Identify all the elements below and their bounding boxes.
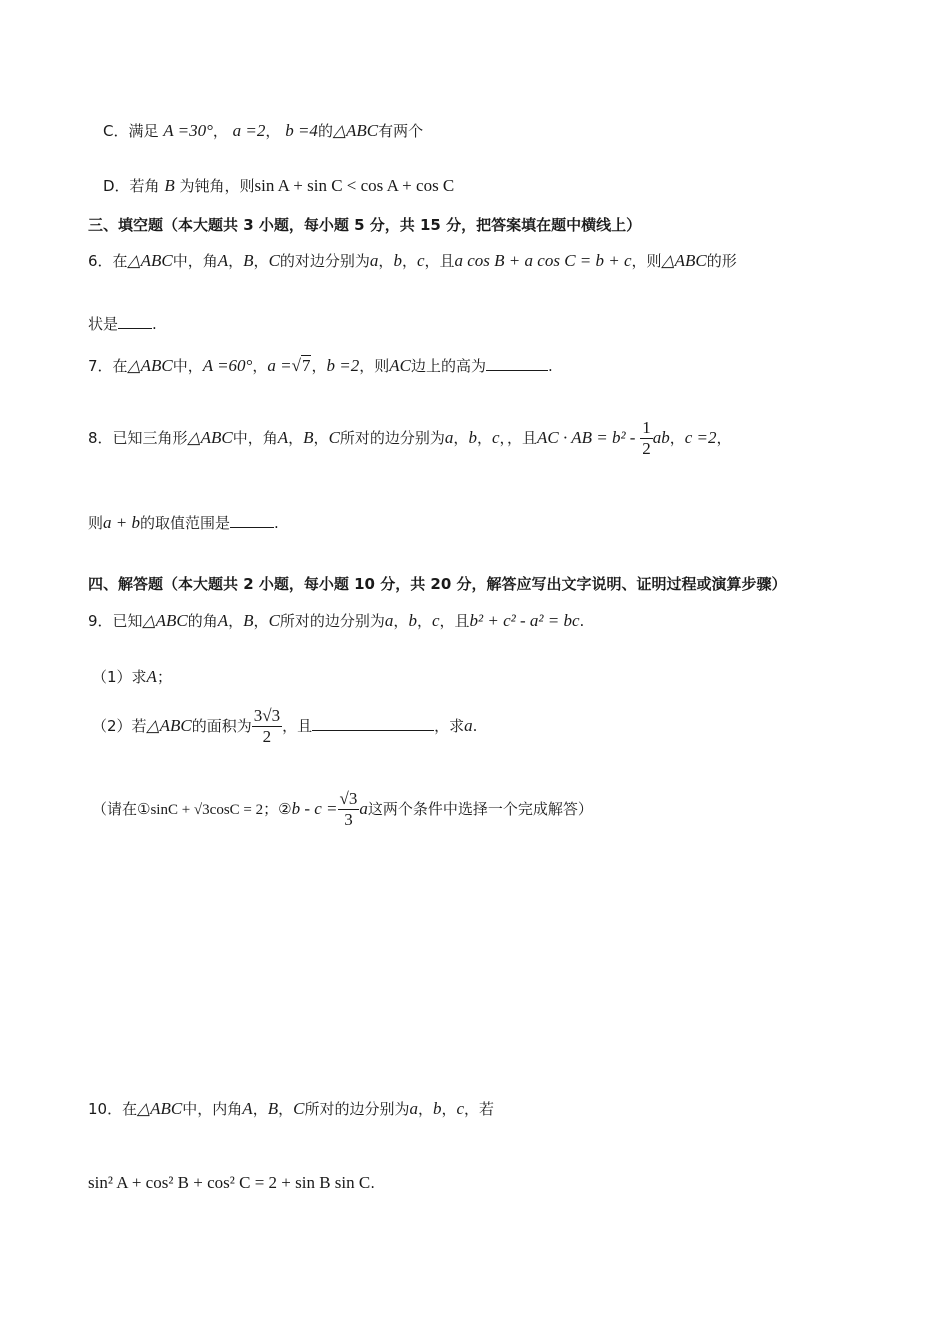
question-9-part2: （2）若△ABC的面积为 $\frac{3√3}{2}$ ，且 ，求a. [92, 706, 478, 746]
section-3-title: 三、填空题（本大题共 3 小题，每小题 5 分，共 15 分，把答案填在题中横线上） [88, 216, 642, 234]
option-c-eq2: a =2 [232, 121, 266, 140]
question-6: 6．在△ABC中，角A，B，C的对边分别为a，b，c，且a cos B + a cos C = b + c，则△ABC的形 [88, 251, 737, 270]
question-6-line2: 状是 . [88, 315, 157, 333]
option-d: D．若角 B 为钝角，则sin A + sin C < cos A + cos C [103, 176, 455, 195]
question-9-hint: （请在①sinC + √3cosC = 2；②b - c = $\frac{√3}{3}$ a这两个条件中选择一个完成解答） [92, 789, 593, 829]
option-c-eq1: A =30° [163, 121, 213, 140]
question-7: 7．在△ABC中，A =60°，a =√7，b =2，则AC边上的高为 . [88, 356, 553, 375]
question-9-part1: （1）求A； [92, 667, 172, 686]
option-c-label: C．满足 [103, 122, 159, 140]
question-8-line2: 则a + b的取值范围是 . [88, 513, 279, 532]
question-10-expr: sin² A + cos² B + cos² C = 2 + sin B sin C [88, 1173, 371, 1192]
question-6-expr: a cos B + a cos C = b + c [454, 251, 632, 270]
option-c: C．满足 A =30°， a =2， b =4的△ABC有两个 [103, 121, 424, 140]
fraction-area: $\frac{3√3}{2}$ [253, 706, 281, 746]
question-9: 9．已知△ABC的角A，B，C所对的边分别为a，b，c，且b² + c² - a² = bc. [88, 611, 585, 630]
condition-blank[interactable] [312, 716, 434, 731]
answer-blank-6[interactable] [118, 314, 152, 329]
answer-blank-7[interactable] [486, 356, 548, 371]
question-8-expr: AC · AB = b² - [537, 428, 636, 447]
section-4-title: 四、解答题（本大题共 2 小题，每小题 10 分，共 20 分，解答应写出文字说明、证明过程或演算步骤） [88, 575, 787, 593]
question-9-expr: b² + c² - a² = bc [469, 611, 580, 630]
option-c-eq3: b =4 [285, 121, 318, 140]
fraction-one-half: $\frac{1}{2}$ [642, 418, 651, 458]
fraction-sqrt3-over-3: $\frac{√3}{3}$ [339, 789, 358, 829]
question-10-line2: sin² A + cos² B + cos² C = 2 + sin B sin C. [88, 1173, 376, 1192]
question-10: 10．在△ABC中，内角A，B，C所对的边分别为a，b，c，若 [88, 1099, 495, 1118]
answer-blank-8[interactable] [230, 513, 274, 528]
option-c-triangle: △ABC [332, 121, 379, 140]
question-8: 8．已知三角形△ABC中，角A，B，C所对的边分别为a，b，c，，且AC · AB = b² - $\frac{1}{2}$ ab，c =2， [88, 418, 732, 458]
option-d-expr: sin A + sin C < cos A + cos C [254, 176, 455, 195]
hint-condition-1: sinC + √3cosC = 2 [150, 802, 264, 818]
